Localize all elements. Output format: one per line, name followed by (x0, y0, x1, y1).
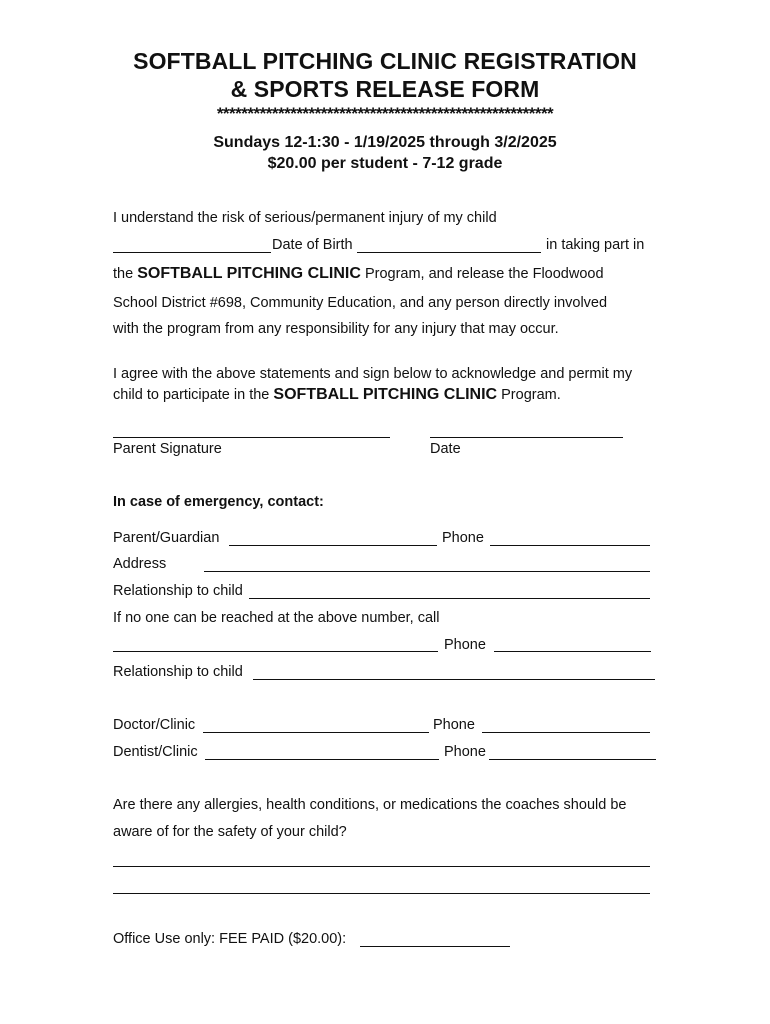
release-line3-rest: Program, and release the Floodwood (364, 266, 604, 282)
fee-paid-field[interactable] (360, 946, 510, 947)
relationship2-label: Relationship to child (113, 664, 243, 680)
dentist-phone-field[interactable] (489, 759, 656, 760)
signature-date-label: Date (430, 441, 461, 457)
parent-guardian-field[interactable] (229, 545, 437, 546)
parent-guardian-label: Parent/Guardian (113, 530, 220, 546)
agree-line2-start: child to participate in the (113, 387, 270, 403)
doctor-label: Doctor/Clinic (113, 717, 196, 733)
parent-signature-field[interactable] (113, 437, 390, 438)
program-name-1: SOFTBALL PITCHING CLINIC (137, 265, 361, 282)
agree-line1: I agree with the above statements and sign below to acknowledge and permit my (113, 366, 633, 382)
release-the: the (113, 266, 134, 282)
alternate-phone-field[interactable] (494, 651, 651, 652)
agree-line2 (113, 386, 561, 404)
allergies-answer-line2[interactable] (113, 893, 650, 894)
doctor-phone-field[interactable] (482, 732, 650, 733)
alternate-contact-field[interactable] (113, 651, 438, 652)
office-use-label: Office Use only: FEE PAID ($20.00): (113, 931, 347, 947)
form-title-line2: & SPORTS RELEASE FORM (230, 76, 540, 102)
release-line3 (113, 265, 604, 283)
allergies-line2: aware of for the safety of your child? (113, 824, 347, 840)
allergies-line1: Are there any allergies, health conditions, or medications the coaches should be (113, 797, 627, 813)
no-one-reached-text: If no one can be reached at the above number, call (113, 610, 440, 626)
release-line4: School District #698, Community Education, and any person directly involved (113, 295, 608, 311)
relationship2-field[interactable] (253, 679, 655, 680)
dentist-phone-label: Phone (444, 744, 486, 760)
dob-label: Date of Birth (272, 237, 353, 253)
address-field[interactable] (204, 571, 650, 572)
taking-part-text: in taking part in (546, 237, 645, 253)
address-label: Address (113, 556, 167, 572)
form-title-line1: SOFTBALL PITCHING CLINIC REGISTRATION (133, 48, 637, 74)
dentist-label: Dentist/Clinic (113, 744, 198, 760)
signature-date-field[interactable] (430, 437, 623, 438)
program-name-2: SOFTBALL PITCHING CLINIC (273, 386, 498, 403)
release-line1: I understand the risk of serious/permanent injury of my child (113, 210, 497, 226)
parent-signature-label: Parent Signature (113, 441, 222, 457)
parent-phone-field[interactable] (490, 545, 650, 546)
relationship-label: Relationship to child (113, 583, 243, 599)
price-text: $20.00 per student - 7-12 grade (267, 155, 503, 172)
doctor-field[interactable] (203, 732, 429, 733)
child-name-field[interactable] (113, 252, 271, 253)
schedule-text: Sundays 12-1:30 - 1/19/2025 through 3/2/2025 (213, 134, 557, 151)
allergies-answer-line1[interactable] (113, 866, 650, 867)
divider-stars: ******************************************************* (216, 104, 554, 123)
release-line5: with the program from any responsibility for any injury that may occur. (113, 321, 559, 337)
dentist-field[interactable] (205, 759, 439, 760)
emergency-heading: In case of emergency, contact: (113, 494, 324, 510)
agree-line2-end: Program. (501, 387, 561, 403)
alternate-phone-label: Phone (444, 637, 486, 653)
doctor-phone-label: Phone (433, 717, 475, 733)
relationship-field[interactable] (249, 598, 650, 599)
dob-field[interactable] (357, 252, 541, 253)
parent-phone-label: Phone (442, 530, 484, 546)
